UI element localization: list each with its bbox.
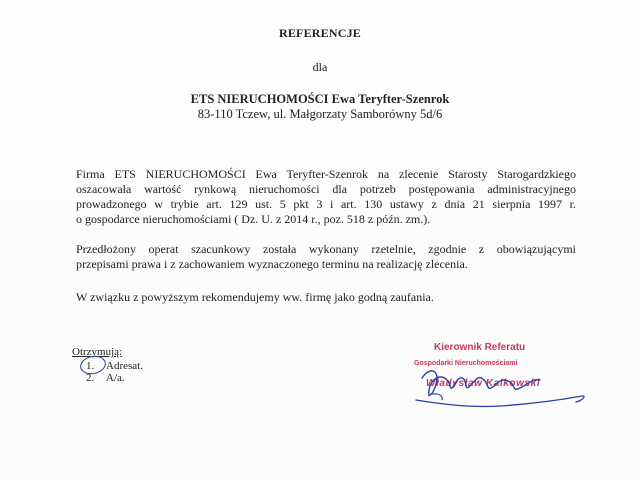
- paragraph-3-text: W związku z powyższym rekomendujemy ww. firmę jako godną zaufania.: [76, 290, 434, 304]
- document-title: REFERENCJE: [278, 26, 361, 40]
- paragraph-1-line: o gospodarce nieruchomościami ( Dz. U. z 2014 r., poz. 518 z późn. zm.).: [76, 212, 431, 226]
- stamp-title: Kierownik Referatu: [434, 342, 526, 353]
- dla-text: dla: [312, 60, 328, 74]
- paragraph-1-line: Firma ETS NIERUCHOMOŚCI Ewa Teryfter-Szenrok na zlecenie Starosty Starogardzkiego: [76, 167, 576, 181]
- stamp-name: Władysław Kalkowski: [426, 378, 541, 389]
- paragraph-3: [76, 290, 576, 305]
- paragraph-2-line: Przedłożony operat szacunkowy została wykonany rzetelnie, zgodnie z obowiązującymi: [76, 242, 576, 256]
- paragraph-1-line: prowadzonego w trybie art. 129 ust. 5 pkt 3 i art. 130 ustawy z dnia 21 sierpnia 1997 r.: [76, 197, 576, 211]
- paragraph-1-line: oszacowała wartość rynkową nieruchomości dla potrzeb postępowania administracyjnego: [76, 182, 576, 196]
- handwritten-signature: [400, 356, 600, 426]
- company-name: ETS NIERUCHOMOŚCI Ewa Teryfter-Szenrok: [190, 92, 450, 106]
- stamp-department: Gospodarki Nieruchomościami: [414, 360, 518, 367]
- recipient-name: Adresat.: [106, 360, 143, 372]
- recipients-label: Otrzymują:: [72, 346, 123, 358]
- recipient-name: A/a.: [106, 372, 125, 384]
- recipient-number: 2.: [86, 372, 95, 384]
- paragraph-1: [76, 167, 576, 227]
- paragraph-2: [76, 242, 576, 272]
- company-address: 83-110 Tczew, ul. Małgorzaty Samborówny 5d/6: [197, 107, 443, 121]
- paragraph-2-line: przepisami prawa i z zachowaniem wyznaczonego terminu na realizację zlecenia.: [76, 257, 468, 271]
- recipient-number: 1.: [86, 360, 95, 372]
